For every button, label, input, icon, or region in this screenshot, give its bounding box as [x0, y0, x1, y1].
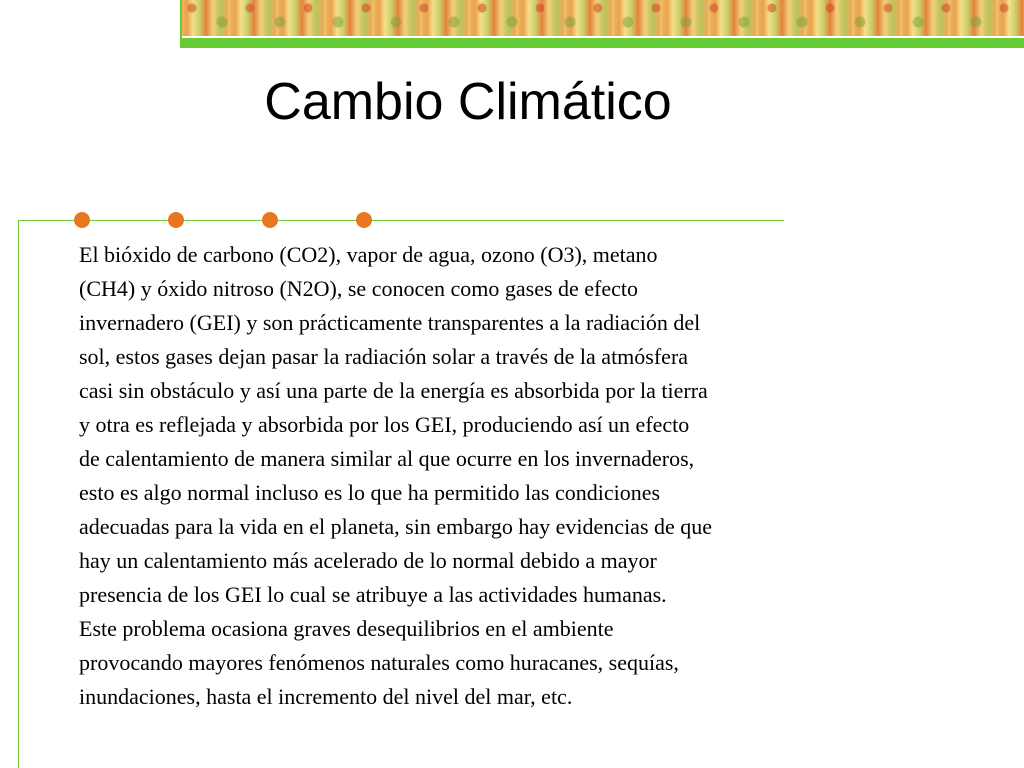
body-line: adecuadas para la vida en el planeta, sin embargo hay evidencias de que [79, 514, 713, 539]
body-line: Este problema ocasiona graves desequilibrios en el ambiente [79, 616, 614, 641]
body-line: El bióxido de carbono (CO2), vapor de agua, ozono (O3), metano [79, 242, 658, 267]
banner-green-bar [180, 38, 1024, 48]
body-line: de calentamiento de manera similar al que ocurre en los invernaderos, [79, 446, 695, 471]
divider-vertical [18, 220, 19, 768]
body-line: esto es algo normal incluso es lo que ha permitido las condiciones [79, 480, 661, 505]
body-line: provocando mayores fenómenos naturales como huracanes, sequías, [79, 650, 679, 675]
body-line: sol, estos gases dejan pasar la radiación solar a través de la atmósfera [79, 344, 689, 369]
body-line: inundaciones, hasta el incremento del nivel del mar, etc. [79, 684, 573, 709]
orange-bullet-dot [356, 212, 372, 228]
body-line: hay un calentamiento más acelerado de lo normal debido a mayor [79, 548, 657, 573]
floral-banner-image [180, 0, 1024, 36]
orange-bullet-dot [168, 212, 184, 228]
body-line: presencia de los GEI lo cual se atribuye a las actividades humanas. [79, 582, 667, 607]
body-paragraph [79, 238, 909, 714]
body-line: casi sin obstáculo y así una parte de la energía es absorbida por la tierra [79, 378, 708, 403]
orange-bullet-dot [74, 212, 90, 228]
divider-horizontal [18, 220, 784, 221]
orange-bullet-dot [262, 212, 278, 228]
body-line: invernadero (GEI) y son prácticamente transparentes a la radiación del [79, 310, 701, 335]
body-line: y otra es reflejada y absorbida por los GEI, produciendo así un efecto [79, 412, 690, 437]
slide-title: Cambio Climático [264, 73, 672, 131]
body-line: (CH4) y óxido nitroso (N2O), se conocen como gases de efecto [79, 276, 639, 301]
